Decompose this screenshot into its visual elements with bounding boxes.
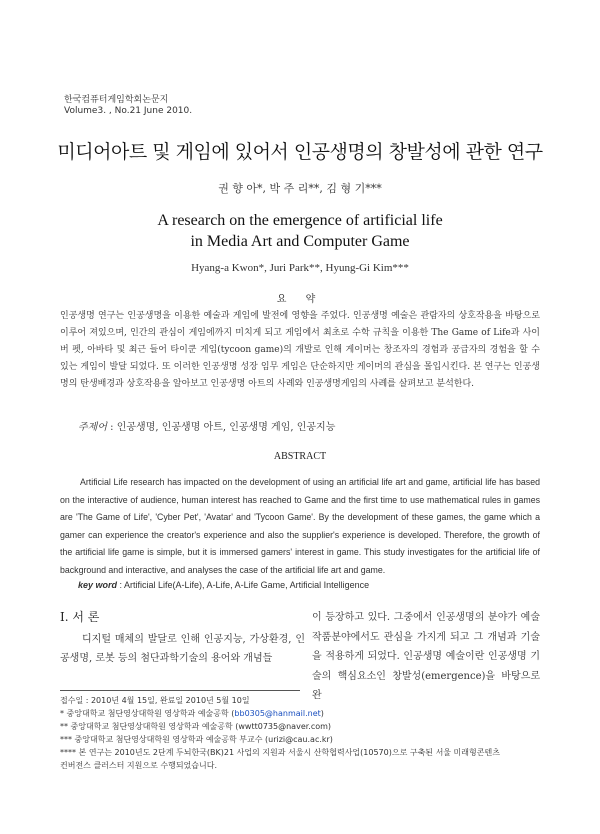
paper-title-english	[0, 210, 600, 252]
footnote-4-line1: **** 본 연구는 2010년도 2단계 두뇌한국(BK)21 사업의 지원과 서울시 산학협력사업(10570)으로 구축된 서울 미래형콘텐츠	[60, 748, 500, 757]
footnotes	[60, 694, 540, 772]
keywords-english-text: : Artificial Life(A-Life), A-Life, A-Life Game, Artificial Intelligence	[119, 580, 370, 590]
intro-left-column: 디지털 매체의 발달로 인해 인공지능, 가상환경, 인공생명, 로봇 등의 첨단과학기술의 용어와 개념들	[60, 634, 305, 664]
journal-header	[64, 95, 192, 117]
keywords-english	[78, 580, 369, 590]
abstract-english: Artificial Life research has impacted on the development of using an artificial life art and game, artificial life has based on the interactive of audience, human interest has reached to Game and the first time to use mathematical rules in games are 'The Game of Life', 'Cyber Pet', 'Avatar' and 'Tycoon Game'. By the development of these games, the game which a gamer can experience the creator's experience and also the supplier's experience is developed. Therefore, the growth of the artificial life game is simple, but it is immersed gamers' interest in game. This study investigates for the artificial life of background and interactive, and analyses the case of the artificial life art and game.	[60, 477, 540, 575]
authors-english: Hyang-a Kwon*, Juri Park**, Hyung-Gi Kim***	[191, 262, 409, 274]
section-heading-introduction: Ⅰ. 서 론	[60, 610, 100, 624]
abstract-english-heading: ABSTRACT	[273, 451, 327, 462]
authors-korean: 권 향 아*, 박 주 리**, 김 형 기***	[218, 182, 382, 195]
footnote-1-email[interactable]: bb0305@hanmail.net	[234, 709, 321, 718]
footnote-1	[60, 707, 540, 720]
title-en-line1: A research on the emergence of artificial life	[157, 212, 443, 229]
abstract-korean-heading: 요 약	[276, 294, 324, 305]
footnote-divider	[60, 690, 300, 691]
footnote-4-line2: 컨버전스 클러스터 지원으로 수행되었습니다.	[60, 761, 218, 770]
intro-right-column: 이 등장하고 있다. 그중에서 인공생명의 분야가 예술작품분야에서도 관심을 가지게 되고 그 개념과 기술을 적용하게 되었다. 인공생명 예술이란 인공생명 기술의 핵심요소인 창발성(emergence)을 바탕으로 완	[312, 612, 540, 701]
footnote-2: ** 중앙대학교 첨단영상대학원 영상학과 예술공학 (wwtt0735@naver.com)	[60, 722, 332, 731]
footnote-1-text: * 중앙대학교 첨단영상대학원 영상학과 예술공학 (	[60, 709, 235, 718]
abstract-korean: 인공생명 연구는 인공생명을 이용한 예술과 게임에 발전에 영향을 주었다. 인공생명 예술은 관람자의 상호작용을 바탕으로 이루어 져있으며, 인간의 관심이 게임에까지 미치게 되고 게임에서 최초로 수학 규칙을 이용한 The Game of Life과 사이버 펫, 아바타 및 최근 들어 타이쿤 게임(tycoon game)의 개발로 인해 게이머는 창조자의 경험과 공급자의 경험을 할 수 있는 게임이 발달 되었다. 또 이러한 인공생명 성장 임무 게임은 단순하지만 게이머의 관심을 몰입시킨다. 본 연구는 인공생명의 탄생배경과 상호작용을 알아보고 인공생명 아트의 사례와 인공생명게임의 사례를 살펴보고 분석한다.	[60, 311, 540, 389]
keywords-korean-text: : 인공생명, 인공생명 아트, 인공생명 게임, 인공지능	[110, 422, 336, 433]
footnote-1-close: )	[320, 709, 324, 718]
paper-title-korean: 미디어아트 및 게임에 있어서 인공생명의 창발성에 관한 연구	[57, 141, 543, 163]
keywords-english-label: key word	[78, 580, 118, 590]
footnote-received: 접수일 : 2010년 4월 15일, 완료일 2010년 5월 10일	[60, 696, 250, 705]
journal-volume: Volume3. , No.21 June 2010.	[64, 106, 193, 116]
footnote-3: *** 중앙대학교 첨단영상대학원 영상학과 예술공학 부교수 (urizi@cau.ac.kr)	[60, 735, 333, 744]
keywords-korean-label: 주제어	[78, 422, 107, 433]
journal-name: 한국컴퓨터게임학회논문지	[64, 95, 169, 105]
keywords-korean	[78, 418, 335, 433]
title-en-line2: in Media Art and Computer Game	[190, 233, 410, 250]
